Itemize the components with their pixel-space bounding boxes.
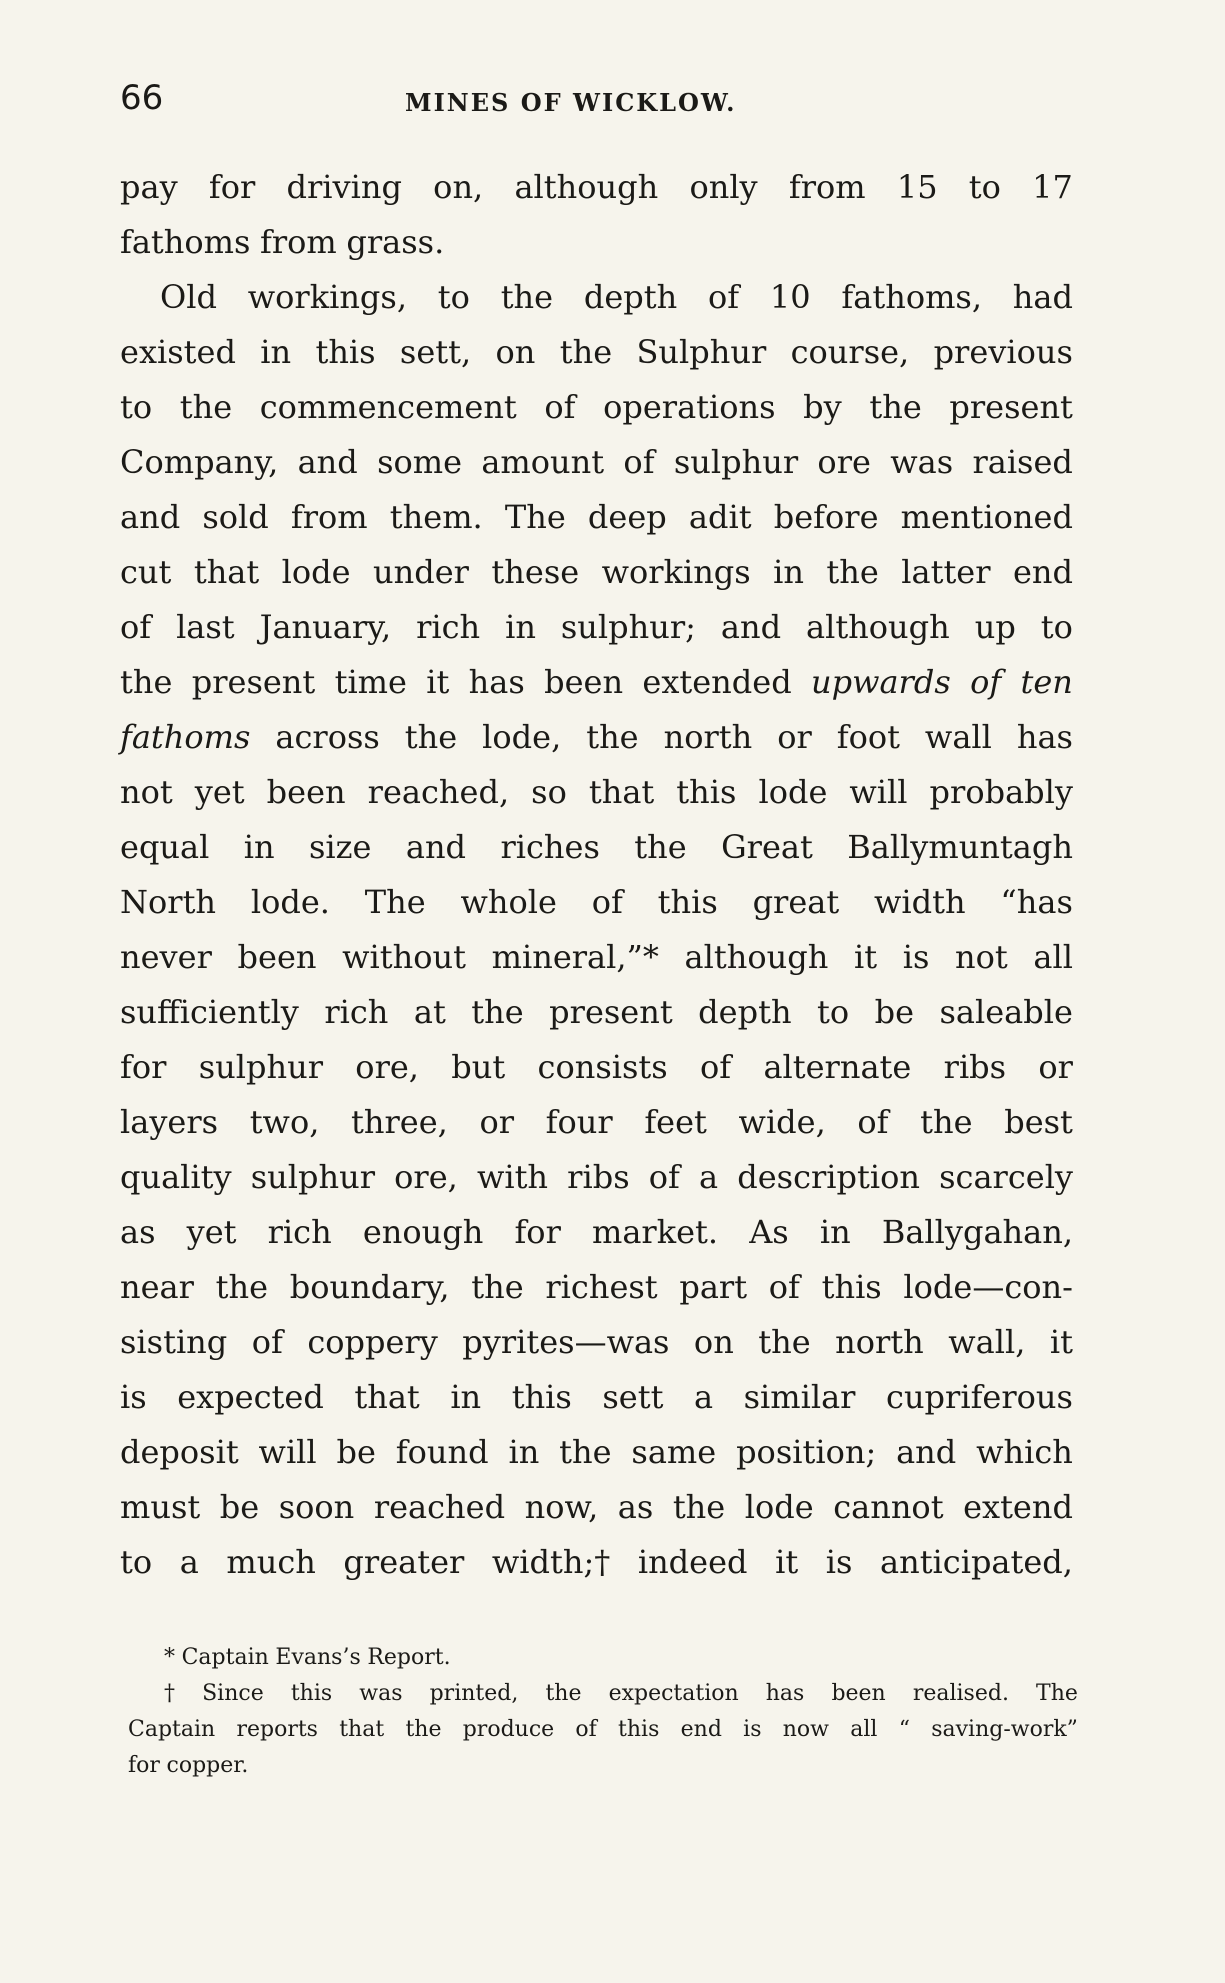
text-line: near the boundary, the richest part of this lode—con- [120, 1268, 1073, 1306]
text-line: cut that lode under these workings in the latter end [120, 553, 1073, 591]
text-line: pay for driving on, although only from 15 to 17 [120, 168, 1073, 206]
text-line: layers two, three, or four feet wide, of the best [120, 1103, 1073, 1141]
text-line: Old workings, to the depth of 10 fathoms, had [160, 278, 1073, 316]
footnote-line: † Since this was printed, the expectation has been realised. The [164, 1681, 1078, 1706]
text-line: is expected that in this sett a similar cupriferous [120, 1378, 1073, 1416]
footnote-line: for copper. [128, 1753, 249, 1778]
footnotes [128, 1640, 1078, 1784]
page-number: 66 [120, 78, 164, 118]
text-line: sisting of coppery pyrites—was on the north wall, it [120, 1323, 1073, 1361]
text-line: to the commencement of operations by the present [120, 388, 1073, 426]
text-line: not yet been reached, so that this lode will probably [120, 773, 1073, 811]
text-line: Company, and some amount of sulphur ore was raised [120, 443, 1073, 481]
page-header [120, 78, 1075, 128]
text-line: equal in size and riches the Great Ballymuntagh [120, 828, 1073, 866]
text-line: deposit will be found in the same position; and which [120, 1433, 1073, 1471]
text-line: sufficiently rich at the present depth to be saleable [120, 993, 1073, 1031]
footnote-line: * Captain Evans’s Report. [164, 1645, 451, 1670]
text-line: for sulphur ore, but consists of alternate ribs or [120, 1048, 1073, 1086]
text-line: existed in this sett, on the Sulphur course, previous [120, 333, 1073, 371]
text-line: as yet rich enough for market. As in Ballygahan, [120, 1213, 1073, 1251]
text-line: to a much greater width;† indeed it is anticipated, [120, 1543, 1073, 1581]
text-line: of last January, rich in sulphur; and although up to [120, 608, 1073, 646]
text-line: and sold from them. The deep adit before mentioned [120, 498, 1073, 536]
text-line: fathoms across the lode, the north or foot wall has [120, 718, 1073, 756]
body-text [120, 160, 1073, 1590]
footnote-line: Captain reports that the produce of this end is now all “ saving-work” [128, 1717, 1078, 1742]
running-head: MINES OF WICKLOW. [405, 88, 737, 117]
text-line: North lode. The whole of this great width “has [120, 883, 1073, 921]
text-line: fathoms from grass. [120, 223, 445, 261]
text-line: never been without mineral,”* although it is not all [120, 938, 1073, 976]
text-line: quality sulphur ore, with ribs of a description scarcely [120, 1158, 1073, 1196]
text-line: the present time it has been extended upwards of ten [120, 663, 1073, 701]
text-line: must be soon reached now, as the lode cannot extend [120, 1488, 1073, 1526]
